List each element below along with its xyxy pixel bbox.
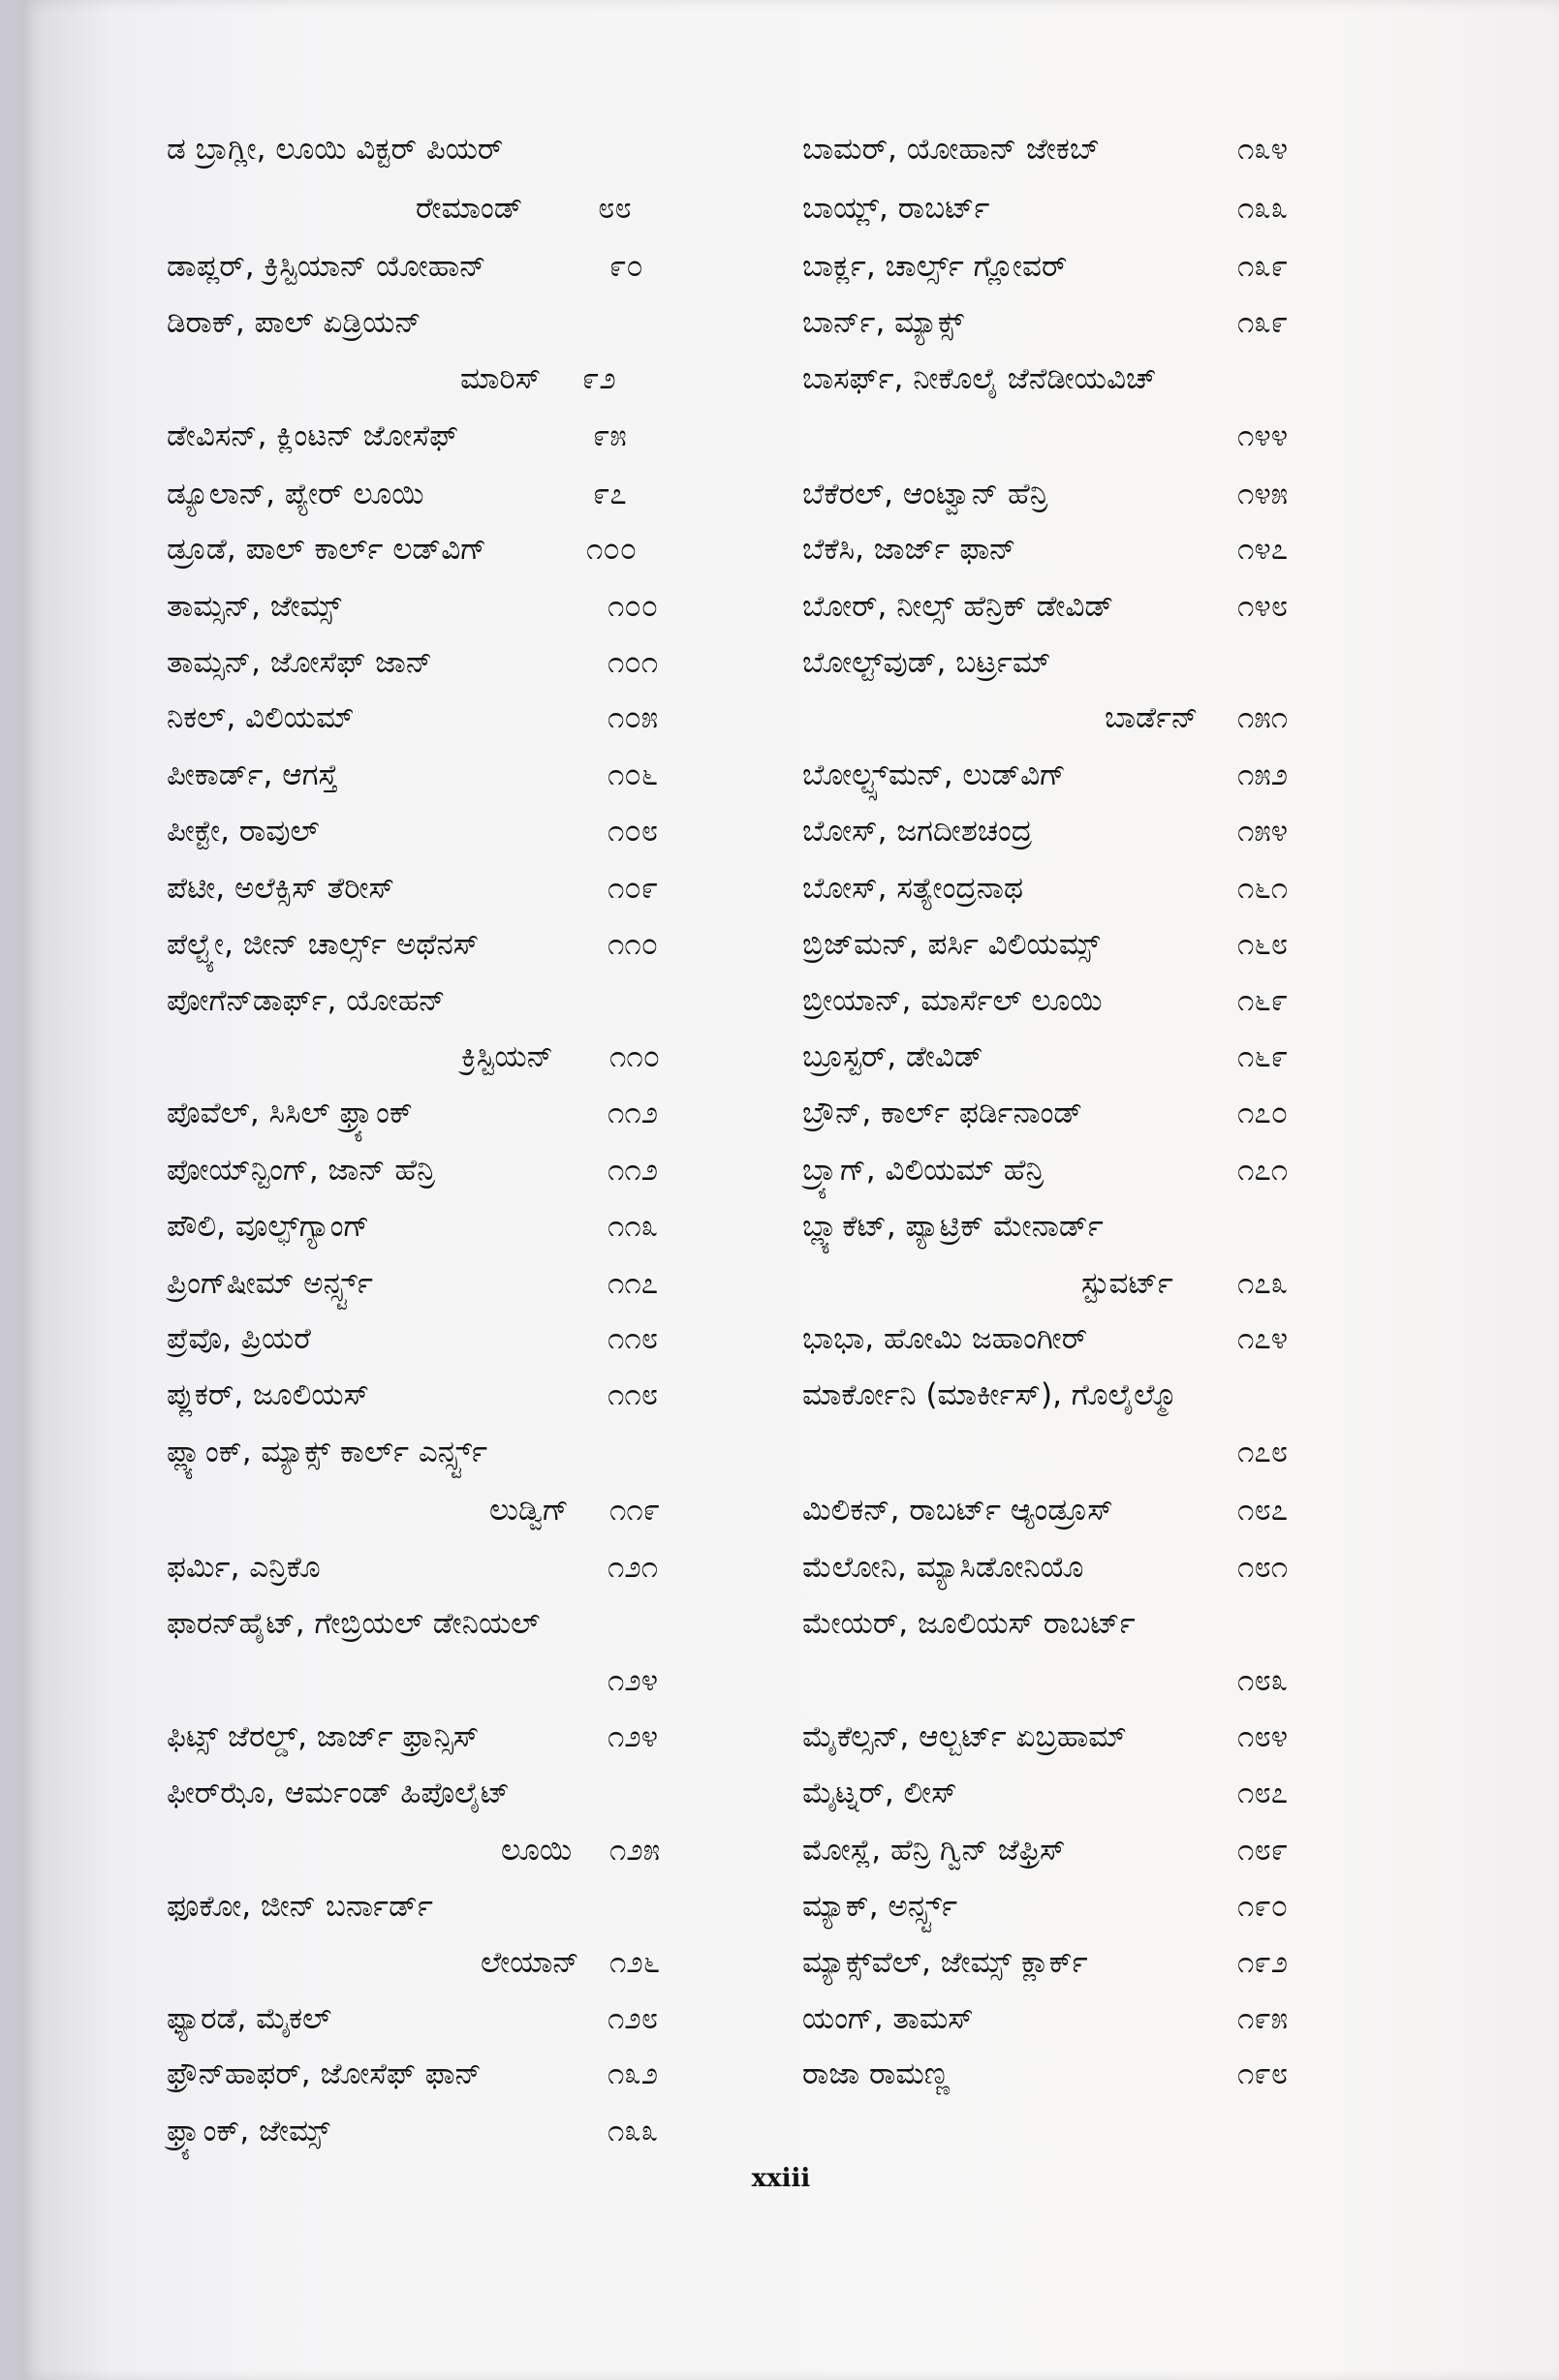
page-number: ೧೦೫ [608, 700, 659, 735]
index-entry: ಬ್ಲ್ಯಾಕೆಟ್, ಪ್ಯಾಟ್ರಿಕ್ ಮೇನಾರ್ಡ್ [802, 1209, 1104, 1244]
page-number: ೧೯೮ [1237, 2056, 1289, 2091]
index-entry: ಫ್ಯಾರಡೆ, ಮೈಕಲ್ [167, 2001, 332, 2036]
page-number: ೧೭೧ [1237, 1153, 1289, 1188]
page-number: ೧೧೮ [608, 1377, 659, 1412]
index-entry: ಪೋಯ್‌ನ್ಟಿಂಗ್, ಜಾನ್ ಹೆನ್ರಿ [167, 1153, 435, 1188]
page-number: ೧೨೮ [608, 2001, 659, 2036]
page-number: ೧೯೦ [1237, 1889, 1289, 1924]
index-entry: ಬಾಯ್ಲ್, ರಾಬರ್ಟ್ [802, 191, 990, 226]
book-page [21, 0, 1559, 2380]
page-number: ೧೮೪ [1237, 1719, 1289, 1754]
index-entry: ಬ್ರ್ಯಾಗ್, ವಿಲಿಯಮ್ ಹೆನ್ರಿ [802, 1153, 1045, 1188]
index-entry: ಲುಡ್ವಿಗ್ [489, 1493, 569, 1528]
index-entry: ಮಾರ್ಕೋನಿ (ಮಾರ್ಕೀಸ್), ಗೊಲೈಲ್ಮೊ [802, 1377, 1178, 1412]
page-number: ೧೮೭ [1237, 1493, 1289, 1528]
index-entry: ಬಾಸರ್ಫ್, ನೀಕೊಲೈ ಜೆನೆಡೀಯವಿಚ್ [802, 361, 1157, 396]
page-number: ೧೧೨ [608, 1096, 659, 1130]
index-entry: ಪೆಲ್ಟ್ಯೇ, ಜೀನ್ ಚಾರ್ಲ್ಸ್ ಅಥೆನಸ್ [167, 927, 480, 962]
page-number: ೧೦೮ [608, 814, 659, 849]
index-entry: ಬ್ರೂಸ್ಟರ್, ಡೇವಿಡ್ [802, 1039, 983, 1074]
index-entry: ಪ್ಲ್ಯಾಂಕ್, ಮ್ಯಾಕ್ಸ್ ಕಾರ್ಲ್ ಎರ್ನ್ಸ್ಟ್ [167, 1435, 488, 1469]
page-number: ೧೬೮ [1237, 927, 1289, 962]
index-entry: ರೇಮಾಂಡ್ [416, 191, 523, 226]
index-entry: ಡೇವಿಸನ್, ಕ್ಲಿಂಟನ್ ಜೋಸೆಫ್ [167, 418, 459, 453]
page-number: ೧೬೧ [1237, 871, 1289, 906]
page-number: ೧೨೪ [608, 1663, 659, 1698]
page-number: ೧೮೭ [1237, 1776, 1289, 1810]
index-entry: ಭಾಭಾ, ಹೋಮಿ ಜಹಾಂಗೀರ್ [802, 1321, 1088, 1356]
page-number: ೧೫೧ [1237, 700, 1289, 735]
index-entry: ಡ್ರೂಡೆ, ಪಾಲ್ ಕಾರ್ಲ್ ಲಡ್‌ವಿಗ್ [167, 532, 487, 567]
index-entry: ಬೆಕೆಸಿ, ಜಾರ್ಜ್ ಫಾನ್ [802, 532, 1016, 567]
index-entry: ಮ್ಯಾಕ್ಸ್‌ವೆಲ್, ಜೇಮ್ಸ್ ಕ್ಲಾರ್ಕ್ [802, 1945, 1088, 1980]
index-entry: ಕ್ರಿಸ್ಟಿಯನ್ [461, 1039, 553, 1074]
index-entry: ಮೈಟ್ನರ್, ಲೀಸ್ [802, 1776, 957, 1810]
page-number: ೧೨೬ [609, 1945, 661, 1980]
index-entry: ಬಾಮರ್, ಯೋಹಾನ್ ಜೇಕಬ್ [802, 132, 1101, 167]
index-entry: ಮಿಲಿಕನ್, ರಾಬರ್ಟ್ ಆ್ಯಂಡ್ರೂಸ್ [802, 1493, 1113, 1528]
index-entry: ಪೊವೆಲ್, ಸಿಸಿಲ್ ಫ್ರ್ಯಾಂಕ್ [167, 1096, 413, 1130]
index-entry: ನಿಕಲ್, ವಿಲಿಯಮ್ [167, 700, 355, 735]
page-number: ೧೯೨ [1237, 1945, 1289, 1980]
index-entry: ಬಾರ್ಡೆನ್ [1105, 700, 1199, 735]
index-entry: ಬ್ರಿಜ್‌ಮನ್, ಪರ್ಸಿ ವಿಲಿಯಮ್ಸ್ [802, 927, 1101, 962]
page-number: ೧೩೨ [608, 2056, 659, 2091]
index-entry: ಬೋಲ್ಟ್‌ವುಡ್, ಬರ್ಟ್ರಮ್ [802, 645, 1051, 680]
index-entry: ಲೂಯಿ [501, 1833, 573, 1868]
index-entry: ಯಂಗ್, ತಾಮಸ್ [802, 2001, 974, 2036]
index-entry: ಫರ್ಮಿ, ಎನ್ರಿಕೊ [167, 1550, 321, 1585]
index-entry: ಮ್ಯಾಕ್, ಅರ್ನ್ಸ್ಟ್ [802, 1889, 958, 1924]
index-entry: ಡ್ಯೂಲಾನ್, ಪ್ಯೇರ್ ಲೂಯಿ [167, 477, 424, 511]
page-number: ೧೩೯ [1237, 305, 1289, 340]
page-number: ೧೦೯ [608, 871, 659, 906]
page-number: ೧೨೧ [608, 1550, 659, 1585]
index-entry: ಪ್ರೆವೊ, ಪ್ರಿಯರೆ [167, 1321, 311, 1356]
page-number: ೯೨ [582, 361, 616, 396]
index-entry: ಫಿಟ್ಸ್ ಜೆರಲ್ಡ್, ಜಾರ್ಜ್ ಫ್ರಾನ್ಸಿಸ್ [167, 1719, 480, 1754]
page-number: ೧೧೮ [608, 1321, 659, 1356]
index-entry: ಪ್ಲುಕರ್, ಜೂಲಿಯಸ್ [167, 1377, 370, 1412]
index-entry: ಬೆಕೆರಲ್, ಆಂಟ್ವಾನ್ ಹೆನ್ರಿ [802, 477, 1048, 511]
page-folio: xxiii [751, 2164, 811, 2193]
page-number: ೧೮೯ [1237, 1833, 1289, 1868]
page-number: ೧೦೦ [586, 532, 638, 567]
page-number: ೧೦೦ [608, 589, 659, 624]
page-number: ೧೮೧ [1237, 1550, 1289, 1585]
page-number: ೧೩೩ [608, 2114, 659, 2148]
page-number: ೧೩೪ [1237, 132, 1289, 167]
index-entry: ಬೋರ್, ನೀಲ್ಸ್ ಹೆನ್ರಿಕ್ ಡೇವಿಡ್ [802, 589, 1114, 624]
page-number: ೧೩೯ [1237, 249, 1289, 284]
index-entry: ಫೂಕೋ, ಜೀನ್ ಬರ್ನಾರ್ಡ್ [167, 1889, 433, 1924]
page-number: ೧೧೭ [608, 1266, 659, 1301]
index-entry: ಪೋಗೆನ್‌ಡಾರ್ಫ್, ಯೋಹನ್ [167, 983, 446, 1018]
index-entry: ತಾಮ್ಸನ್, ಜೇಮ್ಸ್ [167, 589, 342, 624]
page-number: ೧೦೬ [608, 757, 659, 792]
index-entry: ಡ ಬ್ರಾಗ್ಲೀ, ಲೂಯಿ ವಿಕ್ಟರ್ ಪಿಯರ್ [167, 132, 504, 167]
index-entry: ಮೆಲೋನಿ, ಮ್ಯಾಸಿಡೋನಿಯೊ [802, 1550, 1084, 1585]
index-entry: ಡಾಪ್ಲರ್, ಕ್ರಿಸ್ಟಿಯಾನ್ ಯೋಹಾನ್ [167, 249, 486, 284]
index-entry: ಬಾರ್ಕ್ಲ, ಚಾರ್ಲ್ಸ್ ಗ್ಲೋವರ್ [802, 249, 1068, 284]
index-entry: ಬಾರ್ನ್, ಮ್ಯಾಕ್ಸ್ [802, 305, 964, 340]
index-entry: ತಾಮ್ಸನ್, ಜೋಸೆಫ್ ಜಾನ್ [167, 645, 433, 680]
page-number: ೧೧೨ [608, 1153, 659, 1188]
index-entry: ಸ್ಟುವರ್ಟ್ [1081, 1266, 1173, 1301]
index-entry: ಪ್ರಿಂಗ್‌ಷೀಮ್ ಅರ್ನ್ಸ್ಟ್ [167, 1266, 373, 1301]
index-entry: ಫ್ರ್ಯಾಂಕ್, ಜೇಮ್ಸ್ [167, 2114, 330, 2148]
index-entry: ಫೀರ್‌ಝೊ, ಆರ್ಮಂಡ್ ಹಿಪೊಲೈಟ್ [167, 1776, 511, 1810]
index-entry: ಬೋಲ್ಟ್ಸ್‌ಮನ್, ಲುಡ್‌ವಿಗ್ [802, 757, 1066, 792]
page-number: ೯೭ [593, 477, 627, 511]
page-number: ೧೩೩ [1237, 191, 1289, 226]
page-number: ೧೭೦ [1237, 1096, 1289, 1130]
page-number: ೧೯೫ [1237, 2001, 1289, 2036]
index-entry: ಬೋಸ್, ಸತ್ಯೇಂದ್ರನಾಥ [802, 871, 1023, 906]
index-entry: ಮೋಸ್ಲೆ, ಹೆನ್ರಿ ಗ್ವಿನ್ ಜೆಫ್ರಿಸ್ [802, 1833, 1066, 1868]
page-number: ೧೫೨ [1237, 757, 1289, 792]
page-number: ೧೭೮ [1237, 1435, 1289, 1469]
index-entry: ಫ್ರೌನ್‌ಹಾಫರ್, ಜೋಸೆಫ್ ಫಾನ್ [167, 2056, 482, 2091]
page-number: ೯೦ [609, 249, 643, 284]
index-entry: ಬ್ರೀಯಾನ್, ಮಾರ್ಸೆಲ್ ಲೂಯಿ [802, 983, 1103, 1018]
index-entry: ಪೆಟೀ, ಅಲೆಕ್ಸಿಸ್ ತೆರೀಸ್ [167, 871, 395, 906]
index-entry: ಮೇಯರ್, ಜೂಲಿಯಸ್ ರಾಬರ್ಟ್ [802, 1606, 1136, 1641]
page-number: ೧೮೩ [1237, 1663, 1289, 1698]
page-number: ೯೫ [593, 418, 627, 453]
page-number: ೧೬೯ [1237, 983, 1289, 1018]
index-entry: ಪೀಕಾರ್ಡ್, ಆಗಸ್ತೆ [167, 757, 338, 792]
page-number: ೧೪೭ [1237, 532, 1289, 567]
index-entry: ಡಿರಾಕ್, ಪಾಲ್ ಏಡ್ರಿಯನ್ [167, 305, 421, 340]
index-entry: ಫಾರನ್‌ಹೈಟ್, ಗೇಬ್ರಿಯಲ್ ಡೇನಿಯಲ್ [167, 1606, 541, 1641]
page-number: ೧೧೦ [609, 1039, 661, 1074]
page-number: ೧೨೪ [608, 1719, 659, 1754]
index-entry: ಮೈಕೆಲ್ಸನ್, ಆಲ್ಬರ್ಟ್ ಏಬ್ರಹಾಮ್ [802, 1719, 1127, 1754]
page-number: ೧೭೩ [1237, 1266, 1289, 1301]
page-number: ೧೧೦ [608, 927, 659, 962]
index-entry: ಪೀಕ್ಟೇ, ರಾವುಲ್ [167, 814, 320, 849]
index-entry: ಬ್ರೌನ್, ಕಾರ್ಲ್ ಫರ್ಡಿನಾಂಡ್ [802, 1096, 1083, 1130]
index-entry: ಪೌಲಿ, ವೂಲ್ಫ್‌ಗ್ಯಾಂಗ್ [167, 1209, 370, 1244]
index-entry: ಬೋಸ್, ಜಗದೀಶಚಂದ್ರ [802, 814, 1033, 849]
page-number: ೮೮ [598, 191, 632, 226]
page-number: ೧೫೪ [1237, 814, 1289, 849]
page-number: ೧೦೧ [608, 645, 659, 680]
index-entry: ಮಾರಿಸ್ [460, 361, 542, 396]
index-entry: ಲೇಯಾನ್ [481, 1945, 579, 1980]
page-number: ೧೨೫ [609, 1833, 661, 1868]
page-number: ೧೭೪ [1237, 1321, 1289, 1356]
page-number: ೧೪೫ [1237, 477, 1289, 511]
page-number: ೧೧೯ [609, 1493, 661, 1528]
page-number: ೧೪೮ [1237, 589, 1289, 624]
page-number: ೧೬೯ [1237, 1039, 1289, 1074]
page-number: ೧೧೩ [608, 1209, 659, 1244]
index-entry: ರಾಜಾ ರಾಮಣ್ಣ [802, 2056, 951, 2091]
page-number: ೧೪೪ [1237, 418, 1289, 453]
